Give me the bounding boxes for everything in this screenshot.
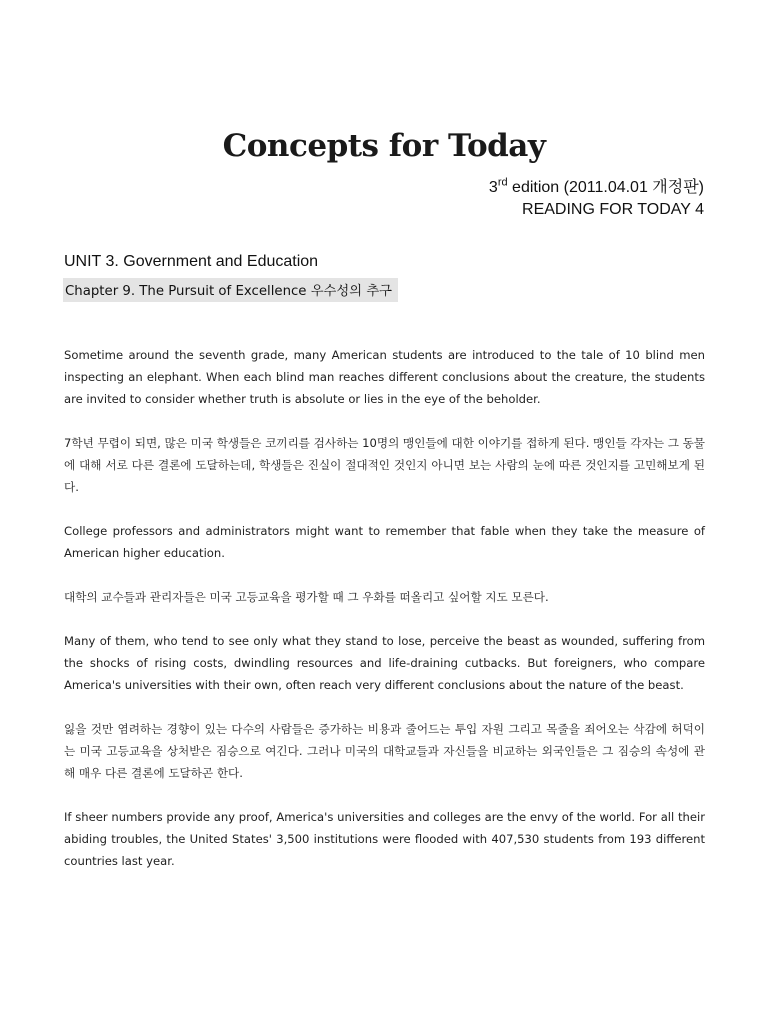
body-text [64, 344, 705, 894]
paragraph-5: Many of them, who tend to see only what they stand to lose, perceive the beast as wounded, suffering from the shocks of rising costs, dwindling resources and life-draining cutbacks. But foreigners, who compare America's universities with their own, often reach very different conclusions about the nature of the beast. [64, 634, 705, 692]
paragraph-3: College professors and administrators might want to remember that fable when they take the measure of American higher education. [64, 524, 705, 560]
edition-line [489, 174, 704, 197]
paragraph-4: 대학의 교수들과 관리자들은 미국 고등교육을 평가할 때 그 우화를 떠올리고 싶어할 지도 모른다. [64, 590, 549, 604]
edition-text: edition (2011.04.01 개정판) [507, 179, 704, 196]
document-title: Concepts for Today [222, 128, 546, 164]
chapter-heading: Chapter 9. The Pursuit of Excellence 우수성의 추구 [63, 278, 398, 302]
edition-number: 3 [488, 179, 498, 196]
unit-heading: UNIT 3. Government and Education [64, 253, 319, 270]
series-label: READING FOR TODAY 4 [522, 201, 704, 218]
edition-superscript: rd [497, 176, 508, 189]
paragraph-2: 7학년 무렵이 되면, 많은 미국 학생들은 코끼리를 검사하는 10명의 맹인들에 대한 이야기를 접하게 된다. 맹인들 각자는 그 동물에 대해 서로 다른 결론에 도달하는데, 학생들은 진실이 절대적인 것인지 아니면 보는 사람의 눈에 따른 것인지를 고민해보게 된다. [64, 436, 705, 494]
paragraph-6: 잃을 것만 염려하는 경향이 있는 다수의 사람들은 증가하는 비용과 줄어드는 투입 자원 그리고 목줄을 죄어오는 삭감에 허덕이는 미국 고등교육을 상처받은 짐승으로 여긴다. 그러나 미국의 대학교들과 자신들을 비교하는 외국인들은 그 짐승의 속성에 관해 매우 다른 결론에 도달하곤 한다. [64, 722, 705, 780]
paragraph-1: Sometime around the seventh grade, many American students are introduced to the tale of 10 blind men inspecting an elephant. When each blind man reaches different conclusions about the creature, the students are invited to consider whether truth is absolute or lies in the eye of the beholder. [64, 348, 705, 406]
paragraph-7: If sheer numbers provide any proof, America's universities and colleges are the envy of the world. For all their abiding troubles, the United States' 3,500 institutions were flooded with 407,530 students from 193 different countries last year. [64, 810, 705, 868]
